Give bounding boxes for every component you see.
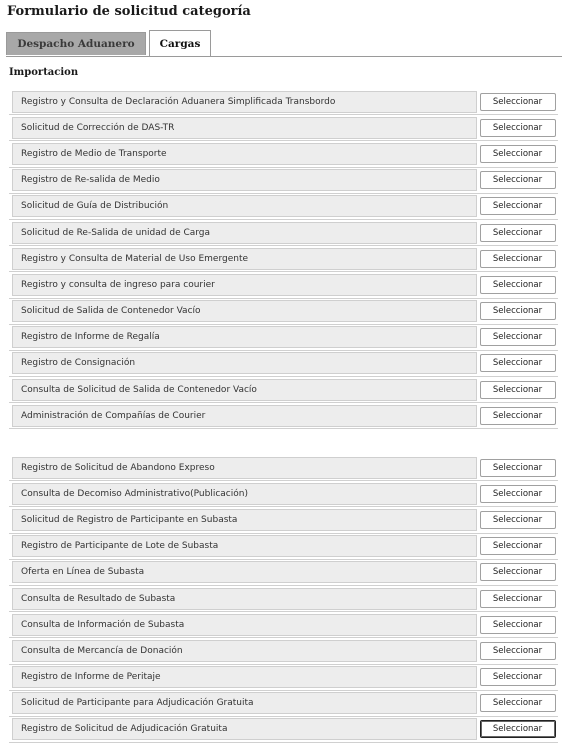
form-category-label: Registro de Medio de Transporte — [12, 143, 477, 165]
form-category-label: Registro y Consulta de Material de Uso Emergente — [12, 248, 477, 270]
table-row — [9, 586, 558, 612]
select-button[interactable]: Seleccionar — [480, 224, 556, 242]
table-row — [9, 220, 558, 246]
table-row — [9, 691, 558, 717]
select-button[interactable]: Seleccionar — [480, 276, 556, 294]
action-cell — [477, 481, 558, 506]
table-row — [9, 141, 558, 167]
table-row — [9, 351, 558, 377]
form-category-label: Solicitud de Salida de Contenedor Vacío — [12, 300, 477, 322]
select-button[interactable]: Seleccionar — [480, 642, 556, 660]
action-cell — [477, 351, 558, 376]
select-button[interactable]: Seleccionar — [480, 171, 556, 189]
table-row — [9, 717, 558, 743]
category-group-1 — [9, 89, 558, 429]
action-cell — [477, 717, 558, 742]
table-row — [9, 272, 558, 298]
form-category-label: Registro y Consulta de Declaración Aduanera Simplificada Transbordo — [12, 91, 477, 113]
form-category-label: Solicitud de Participante para Adjudicación Gratuita — [12, 692, 477, 714]
form-category-label: Oferta en Línea de Subasta — [12, 561, 477, 583]
action-cell — [477, 586, 558, 611]
form-category-label: Consulta de Mercancía de Donación — [12, 640, 477, 662]
select-button[interactable]: Seleccionar — [480, 720, 556, 738]
action-cell — [477, 89, 558, 114]
action-cell — [477, 168, 558, 193]
page-title: Formulario de solicitud categoría — [7, 4, 251, 19]
table-row — [9, 325, 558, 351]
section-header-importacion: Importacion — [9, 67, 79, 78]
table-row — [9, 665, 558, 691]
select-button[interactable]: Seleccionar — [480, 511, 556, 529]
tab-cargas[interactable]: Cargas — [149, 30, 211, 56]
action-cell — [477, 638, 558, 663]
action-cell — [477, 691, 558, 716]
table-row — [9, 246, 558, 272]
table-row — [9, 507, 558, 533]
table-row — [9, 403, 558, 429]
action-cell — [477, 612, 558, 637]
form-category-label: Consulta de Información de Subasta — [12, 614, 477, 636]
category-tabs — [6, 31, 562, 57]
form-category-label: Consulta de Solicitud de Salida de Contenedor Vacío — [12, 379, 477, 401]
select-button[interactable]: Seleccionar — [480, 537, 556, 555]
select-button[interactable]: Seleccionar — [480, 93, 556, 111]
action-cell — [477, 325, 558, 350]
table-row — [9, 377, 558, 403]
action-cell — [477, 507, 558, 532]
form-category-label: Registro de Informe de Peritaje — [12, 666, 477, 688]
action-cell — [477, 534, 558, 559]
select-button[interactable]: Seleccionar — [480, 354, 556, 372]
action-cell — [477, 455, 558, 480]
action-cell — [477, 560, 558, 585]
form-category-label: Registro de Informe de Regalía — [12, 326, 477, 348]
select-button[interactable]: Seleccionar — [480, 381, 556, 399]
form-category-label: Registro de Re-salida de Medio — [12, 169, 477, 191]
action-cell — [477, 272, 558, 297]
form-category-label: Consulta de Decomiso Administrativo(Publicación) — [12, 483, 477, 505]
select-button[interactable]: Seleccionar — [480, 694, 556, 712]
table-row — [9, 194, 558, 220]
select-button[interactable]: Seleccionar — [480, 563, 556, 581]
form-category-label: Solicitud de Corrección de DAS-TR — [12, 117, 477, 139]
select-button[interactable]: Seleccionar — [480, 668, 556, 686]
table-row — [9, 612, 558, 638]
select-button[interactable]: Seleccionar — [480, 302, 556, 320]
select-button[interactable]: Seleccionar — [480, 459, 556, 477]
action-cell — [477, 246, 558, 271]
tab-divider — [6, 56, 562, 57]
select-button[interactable]: Seleccionar — [480, 485, 556, 503]
action-cell — [477, 220, 558, 245]
table-row — [9, 481, 558, 507]
select-button[interactable]: Seleccionar — [480, 197, 556, 215]
select-button[interactable]: Seleccionar — [480, 250, 556, 268]
select-button[interactable]: Seleccionar — [480, 328, 556, 346]
select-button[interactable]: Seleccionar — [480, 616, 556, 634]
action-cell — [477, 141, 558, 166]
table-row — [9, 638, 558, 664]
form-category-label: Registro y consulta de ingreso para courier — [12, 274, 477, 296]
form-category-label: Registro de Consignación — [12, 352, 477, 374]
table-row — [9, 115, 558, 141]
table-row — [9, 560, 558, 586]
action-cell — [477, 194, 558, 219]
form-category-label: Registro de Solicitud de Abandono Expreso — [12, 457, 477, 479]
form-category-label: Registro de Participante de Lote de Subasta — [12, 535, 477, 557]
table-row — [9, 534, 558, 560]
table-row — [9, 89, 558, 115]
select-button[interactable]: Seleccionar — [480, 145, 556, 163]
table-row — [9, 299, 558, 325]
select-button[interactable]: Seleccionar — [480, 590, 556, 608]
select-button[interactable]: Seleccionar — [480, 407, 556, 425]
form-category-label: Solicitud de Re-Salida de unidad de Carga — [12, 222, 477, 244]
table-row — [9, 455, 558, 481]
form-category-label: Solicitud de Guía de Distribución — [12, 195, 477, 217]
form-category-label: Administración de Compañías de Courier — [12, 405, 477, 427]
form-category-label: Solicitud de Registro de Participante en Subasta — [12, 509, 477, 531]
category-group-2 — [9, 455, 558, 743]
action-cell — [477, 665, 558, 690]
action-cell — [477, 377, 558, 402]
table-row — [9, 168, 558, 194]
action-cell — [477, 299, 558, 324]
form-category-label: Consulta de Resultado de Subasta — [12, 588, 477, 610]
form-category-label: Registro de Solicitud de Adjudicación Gratuita — [12, 718, 477, 740]
action-cell — [477, 403, 558, 428]
tab-despacho-aduanero[interactable]: Despacho Aduanero — [6, 32, 146, 55]
action-cell — [477, 115, 558, 140]
select-button[interactable]: Seleccionar — [480, 119, 556, 137]
